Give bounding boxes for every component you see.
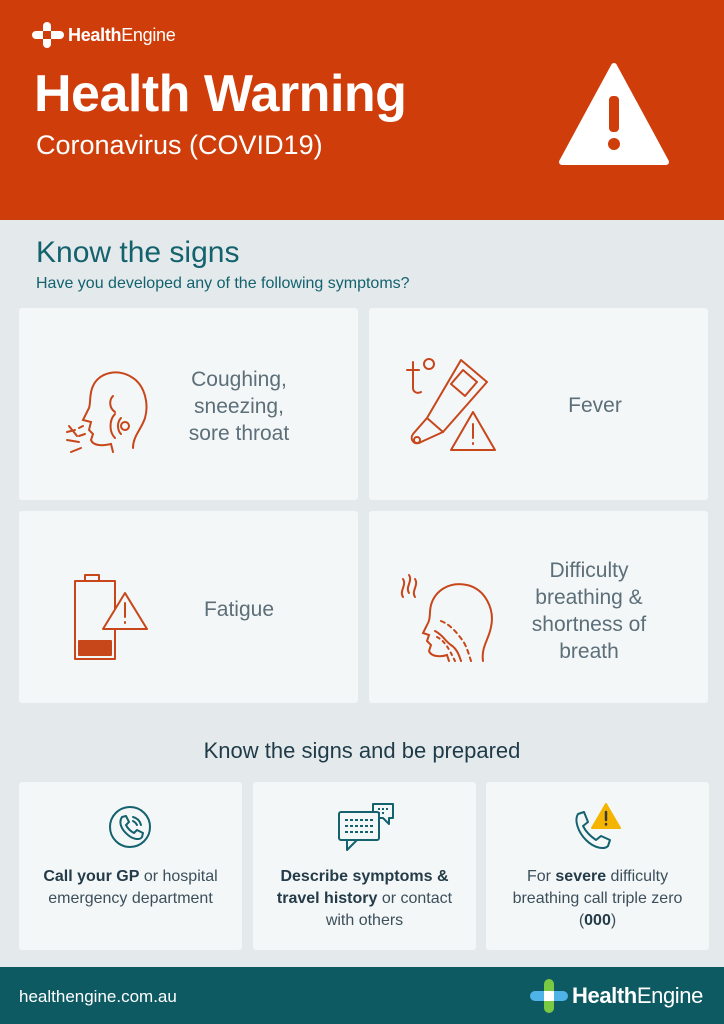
coughing-head-icon [63, 356, 163, 456]
footer [0, 967, 724, 1024]
low-battery-icon [71, 573, 151, 663]
symptom-label: Fever [568, 394, 622, 417]
website-link[interactable]: healthengine.com.au [19, 987, 177, 1006]
action-text: For severe difficulty breathing call triple zero (000) [512, 868, 683, 929]
healthengine-cross-icon [32, 22, 64, 48]
brand-name: HealthEngine [572, 983, 703, 1008]
section-title: Know the signs [36, 236, 240, 269]
action-text: Call your GP or hospital emergency department [43, 868, 218, 907]
page-title: Health Warning [34, 65, 407, 123]
action-card-call-gp [19, 782, 242, 950]
prepared-title: Know the signs and be prepared [203, 738, 521, 763]
phone-warning-icon [570, 800, 626, 854]
symptom-label: Fatigue [203, 598, 275, 621]
header-banner [0, 0, 724, 220]
healthengine-cross-icon [530, 979, 568, 1013]
action-text: Describe symptoms & travel history or contact with others [276, 868, 453, 929]
page-subtitle: Coronavirus (COVID19) [36, 130, 323, 160]
breathing-head-icon [399, 565, 509, 665]
healthengine-logo[interactable] [32, 22, 175, 48]
symptom-card-breathing [369, 511, 708, 703]
thermometer-icon [403, 352, 503, 452]
symptom-label: Coughing, sneezing, sore throat [188, 368, 290, 445]
chat-icon [337, 800, 397, 856]
warning-triangle-icon [558, 62, 670, 166]
section-subtitle: Have you developed any of the following symptoms? [36, 275, 410, 292]
phone-icon [103, 800, 157, 854]
symptom-card-fatigue [19, 511, 358, 703]
healthengine-logo[interactable] [530, 979, 703, 1013]
action-card-emergency [486, 782, 709, 950]
brand-name: HealthEngine [68, 24, 176, 45]
symptom-label: Difficulty breathing & shortness of breath [531, 559, 647, 663]
symptom-card-fever [369, 308, 708, 500]
symptom-card-cough [19, 308, 358, 500]
action-card-describe [253, 782, 476, 950]
